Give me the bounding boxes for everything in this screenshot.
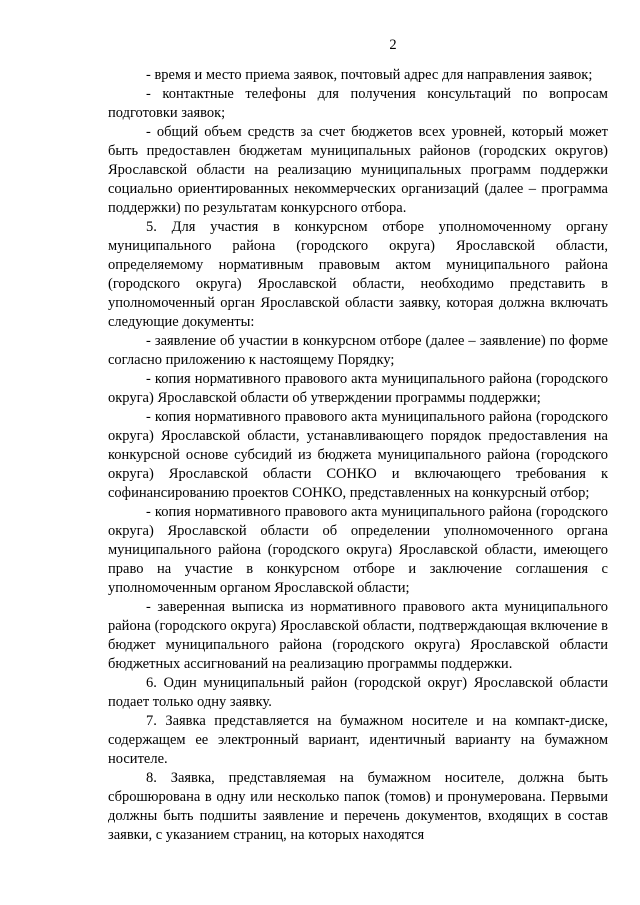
paragraph-clause-6: 6. Один муниципальный район (городской округ) Ярославской области подает только одну заявку.	[108, 675, 608, 710]
paragraph-item-application: - заявление об участии в конкурсном отборе (далее – заявление) по форме согласно приложению к настоящему Порядку;	[108, 333, 608, 368]
paragraph-item-program-act: - копия нормативного правового акта муниципального района (городского округа) Ярославской области об утверждении программы поддержки;	[108, 371, 608, 406]
paragraph-item-phones: - контактные телефоны для получения консультаций по вопросам подготовки заявок;	[108, 86, 608, 121]
paragraph-clause-7: 7. Заявка представляется на бумажном носителе и на компакт-диске, содержащем ее электронный вариант, идентичный варианту на бумажном носителе.	[108, 713, 608, 767]
paragraph-item-subsidy-act: - копия нормативного правового акта муниципального района (городского округа) Ярославской области, устанавливающего порядок предоставления на конкурсной основе субсидий из бюджета муниципального района (городского округа) Ярославской области СОНКО и включающего требования к софинансированию проектов СОНКО, представленных на конкурсный отбор;	[108, 409, 608, 501]
paragraph-item-authorized-body-act: - копия нормативного правового акта муниципального района (городского округа) Ярославской области об определении уполномоченного органа муниципального района (городского округа) Ярославской области, имеющего право на участие в конкурсном отборе и заключение соглашения с уполномоченным органом Ярославской области;	[108, 504, 608, 596]
paragraph-item-time-place: - время и место приема заявок, почтовый адрес для направления заявок;	[146, 67, 593, 83]
page-number: 2	[389, 37, 397, 53]
paragraph-item-budget-extract: - заверенная выписка из нормативного правового акта муниципального района (городского округа) Ярославской области, подтверждающая включение в бюджет муниципального района (городского округа) Ярославской области бюджетных ассигнований на реализацию программы поддержки.	[108, 599, 608, 672]
paragraph-clause-8: 8. Заявка, представляемая на бумажном носителе, должна быть сброшюрована в одну или несколько папок (томов) и пронумерована. Первыми должны быть подшиты заявление и перечень документов, входящих в состав заявки, с указанием страниц, на которых находятся	[108, 770, 608, 843]
paragraph-clause-5: 5. Для участия в конкурсном отборе уполномоченному органу муниципального района (городского округа) Ярославской области, определяемому нормативным правовым актом муниципального района (городского округа) Ярославской области, необходимо представить в уполномоченный орган Ярославской области заявку, которая должна включать следующие документы:	[108, 219, 608, 330]
paragraph-item-funding-volume: - общий объем средств за счет бюджетов всех уровней, который может быть предоставлен бюджетам муниципальных районов (городских округов) Ярославской области на реализацию муниципальных программ поддержки социально ориентированных некоммерческих организаций (далее – программа поддержки) по результатам конкурсного отбора.	[108, 124, 608, 216]
